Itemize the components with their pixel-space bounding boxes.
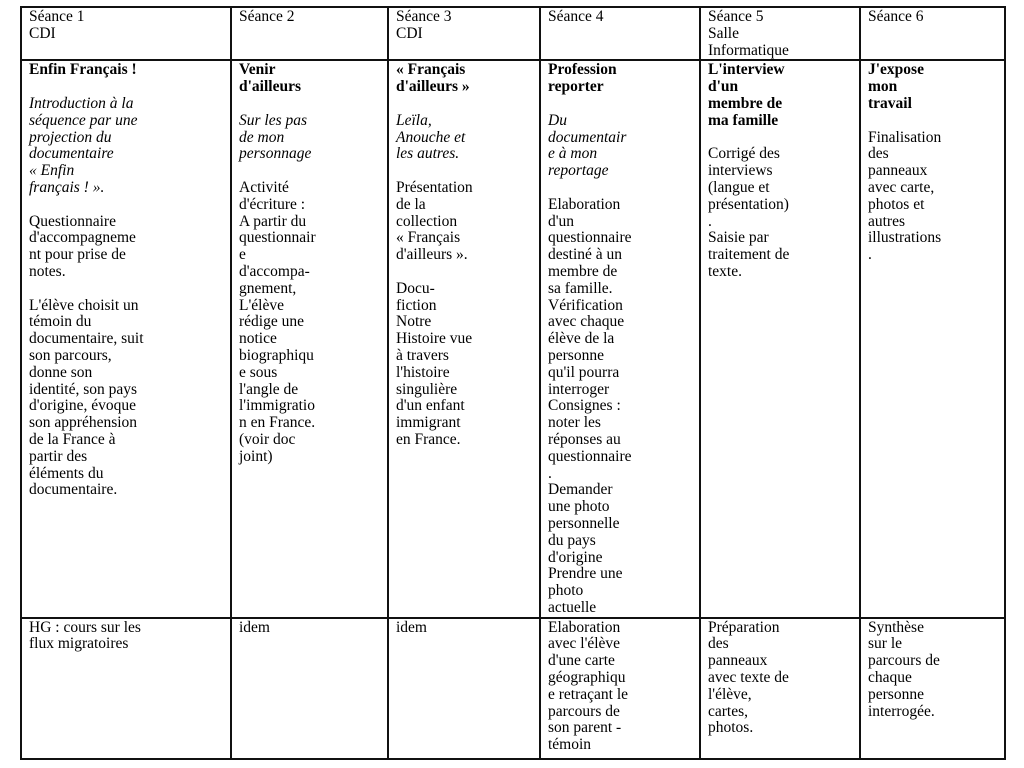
- session-title: Profession reporter: [548, 61, 617, 96]
- bottom-cell-5: [700, 618, 860, 759]
- session-text: Elaboration d'un questionnaire destiné à un membre de sa famille. Vérification avec chaque élève de la personne qu'il pourra interroger Consignes : noter les réponses au questionnaire . Demander une photo personnelle du pays d'origine Prendre une photo actuelle: [548, 195, 632, 616]
- bottom-row: [21, 618, 1005, 759]
- session-title: Enfin Français !: [29, 61, 137, 79]
- bottom-cell-2: [231, 618, 388, 759]
- session-intro: Sur les pas de mon personnage: [239, 111, 312, 163]
- session-title: J'expose mon travail: [868, 61, 924, 112]
- session-intro: Introduction à la séquence par une projection du documentaire « Enfin français ! ».: [29, 94, 138, 196]
- session-text: Questionnaire d'accompagneme nt pour prise de notes.: [29, 212, 136, 280]
- session-title: « Français d'ailleurs »: [396, 61, 470, 96]
- bottom-text: idem: [396, 618, 427, 636]
- session-intro: Du documentair e à mon reportage: [548, 111, 627, 180]
- session-text: L'élève choisit un témoin du documentaire, suit son parcours, donne son identité, son pays d'origine, évoque son appréhension de la France à partir des éléments du documentaire.: [29, 296, 144, 499]
- bottom-cell-1: [21, 618, 231, 759]
- session-cell-2: [231, 60, 388, 617]
- header-label: Séance 2: [239, 8, 295, 25]
- session-cell-3: [388, 60, 540, 617]
- bottom-text: Synthèse sur le parcours de chaque personne interrogée.: [868, 618, 940, 720]
- session-intro: Leïla, Anouche et les autres.: [396, 111, 466, 163]
- header-place: CDI: [29, 24, 56, 42]
- bottom-cell-4: [540, 618, 700, 759]
- header-label: Séance 4: [548, 8, 604, 25]
- sessions-table: [20, 6, 1006, 760]
- header-row: [21, 7, 1005, 60]
- content-row: [21, 60, 1005, 617]
- header-cell-6: [860, 7, 1005, 60]
- bottom-text: idem: [239, 618, 270, 636]
- session-cell-5: [700, 60, 860, 617]
- header-cell-5: [700, 7, 860, 60]
- bottom-text: Préparation des panneaux avec texte de l'élève, cartes, photos.: [708, 618, 789, 737]
- bottom-text: HG : cours sur les flux migratoires: [29, 618, 141, 653]
- header-cell-1: [21, 7, 231, 60]
- bottom-cell-6: [860, 618, 1005, 759]
- session-title: L'interview d'un membre de ma famille: [708, 61, 785, 129]
- session-text: Corrigé des interviews (langue et présentation) . Saisie par traitement de texte.: [708, 145, 790, 280]
- session-text: Activité d'écriture : A partir du questionnair e d'accompa- gnement, L'élève rédige une notice biographiqu e sous l'angle de l'immigratio n en France. (voir doc joint): [239, 178, 316, 465]
- session-cell-4: [540, 60, 700, 617]
- session-title: Venir d'ailleurs: [239, 61, 302, 96]
- header-label: Séance 3: [396, 8, 452, 25]
- session-cell-1: [21, 60, 231, 617]
- header-place: Salle Informatique: [708, 24, 789, 59]
- header-cell-3: [388, 7, 540, 60]
- session-text: Finalisation des panneaux avec carte, photos et autres illustrations .: [868, 128, 942, 264]
- header-label: Séance 5: [708, 8, 764, 25]
- header-cell-2: [231, 7, 388, 60]
- session-text: Présentation de la collection « Français d'ailleurs ».: [396, 178, 473, 264]
- header-label: Séance 6: [868, 8, 924, 25]
- session-text: Docu- fiction Notre Histoire vue à travers l'histoire singulière d'un enfant immigrant en France.: [396, 279, 473, 448]
- header-label: Séance 1: [29, 8, 85, 25]
- header-cell-4: [540, 7, 700, 60]
- header-place: CDI: [396, 24, 423, 42]
- session-cell-6: [860, 60, 1005, 617]
- bottom-cell-3: [388, 618, 540, 759]
- bottom-text: Elaboration avec l'élève d'une carte géographiqu e retraçant le parcours de son parent - témoin: [548, 618, 629, 754]
